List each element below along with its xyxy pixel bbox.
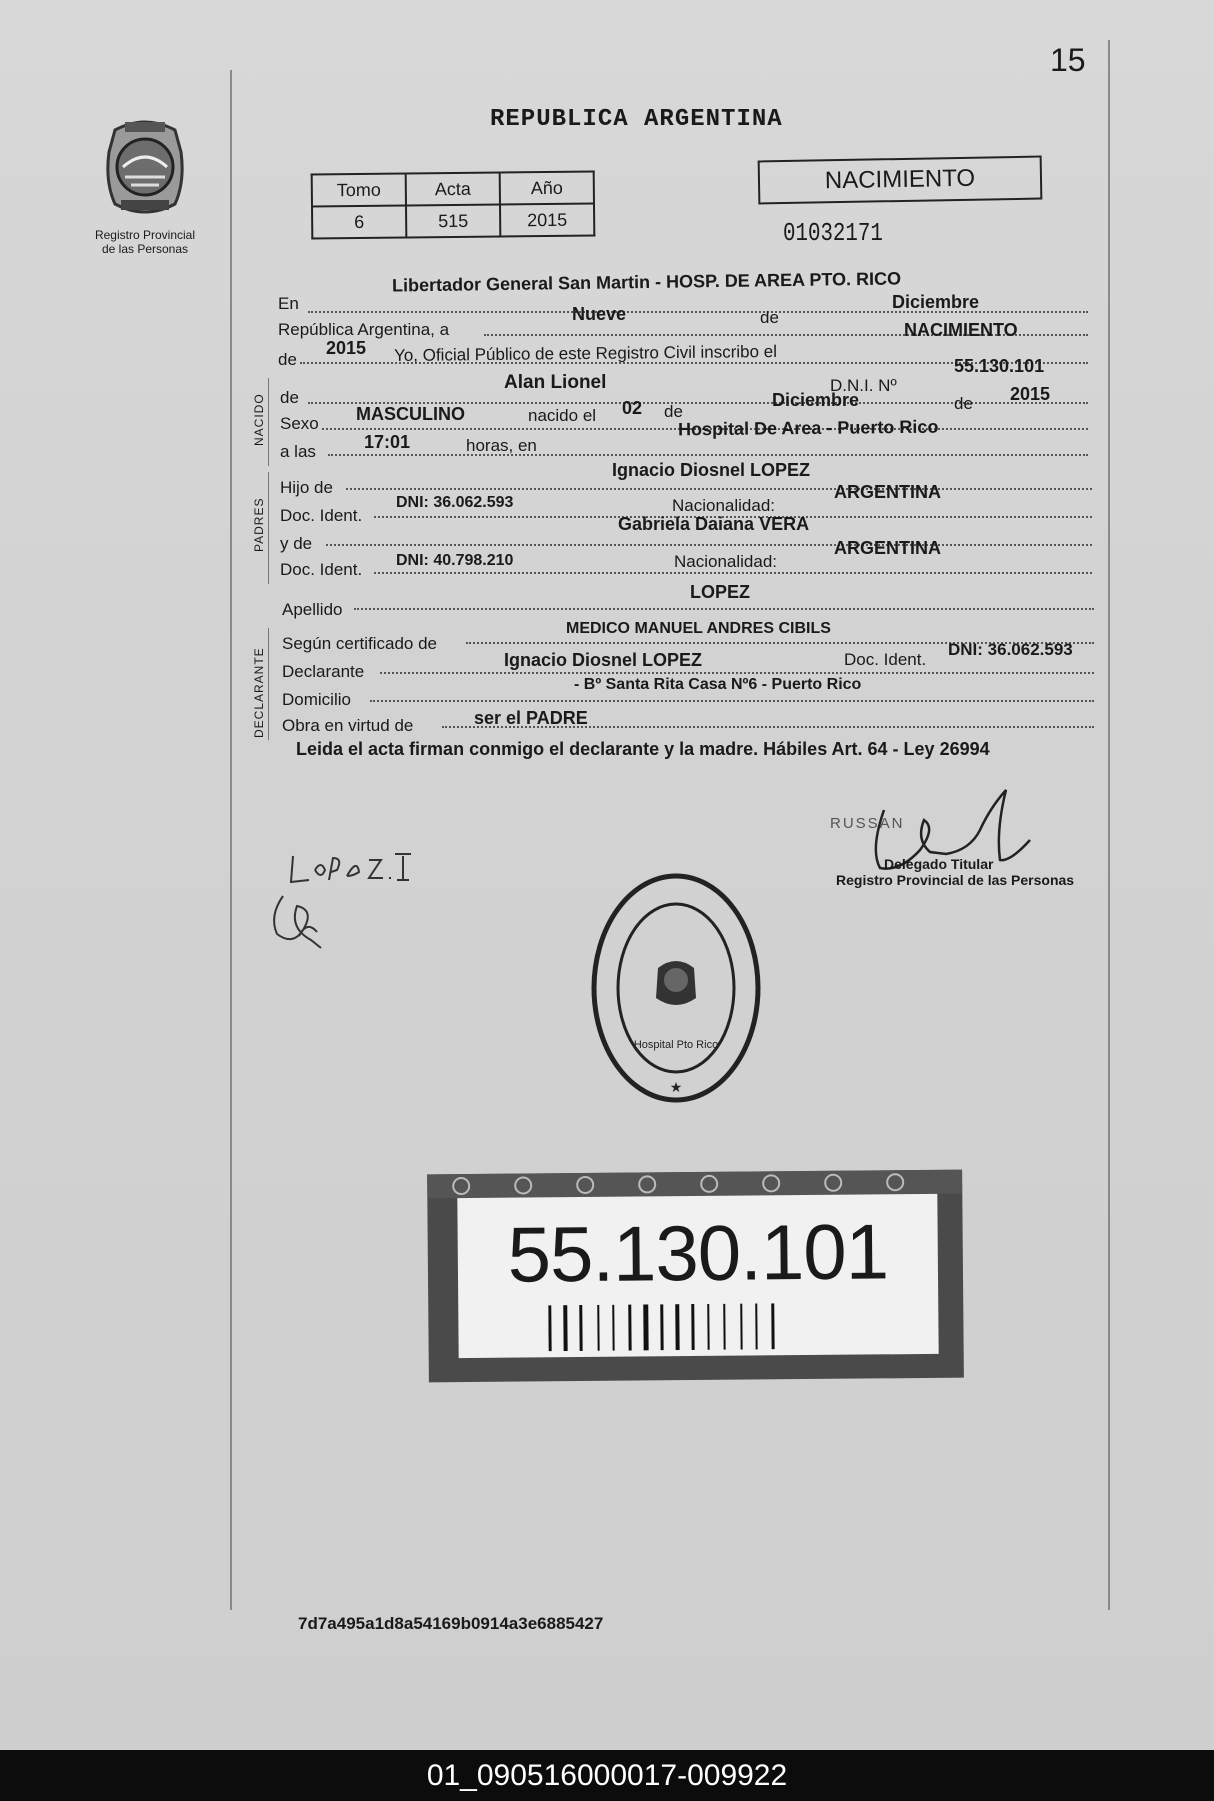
document-hash: 7d7a495a1d8a54169b0914a3e6885427 [298, 1614, 604, 1633]
field-anio: 2015 [326, 338, 367, 358]
registry-table [311, 171, 596, 240]
label-nacionalidad-2: Nacionalidad: [674, 552, 778, 571]
label-segun: Según certificado de [282, 634, 437, 653]
label-en: En [278, 294, 299, 313]
left-margin-line [230, 70, 232, 1610]
label-nacionalidad-1: Nacionalidad: [672, 496, 776, 515]
label-doc-ident-3: Doc. Ident. [844, 650, 927, 669]
official-org: Registro Provincial de las Personas [836, 872, 1075, 888]
label-obra: Obra en virtud de [282, 716, 414, 735]
field-tipo: NACIMIENTO [904, 320, 1018, 340]
page-number: 15 [1050, 42, 1086, 78]
field-dni: 55.130.101 [954, 356, 1045, 376]
field-declarante-doc: DNI: 36.062.593 [948, 640, 1073, 659]
tomo-value: 6 [312, 205, 406, 238]
field-certificado: MEDICO MANUEL ANDRES CIBILS [566, 620, 831, 637]
svg-text:Hospital Pto Rico: Hospital Pto Rico [633, 1039, 719, 1051]
field-apellido: LOPEZ [690, 582, 751, 602]
field-declarante: Ignacio Diosnel LOPEZ [504, 650, 703, 670]
field-anio-nac: 2015 [1010, 384, 1051, 404]
official-caption [836, 856, 1074, 888]
label-domicilio: Domicilio [282, 690, 351, 709]
dotted-line [374, 572, 1092, 574]
label-de-3: de [280, 388, 299, 407]
dotted-line [370, 700, 1094, 702]
field-padre-doc: DNI: 36.062.593 [396, 494, 514, 511]
document-title: REPUBLICA ARGENTINA [490, 106, 783, 133]
declarante-bracket [268, 628, 269, 740]
nacido-bracket [268, 378, 269, 466]
field-lugar: Libertador General San Martin - HOSP. DE AREA PTO. RICO [391, 268, 902, 296]
field-madre: Gabriela Daiana VERA [618, 514, 810, 534]
dni-sticker [427, 1170, 964, 1383]
registry-stamp-icon [588, 870, 764, 1106]
dotted-line [328, 454, 1088, 456]
field-mes: Diciembre [892, 292, 980, 312]
dotted-line [380, 672, 1094, 674]
seal-caption-line-1: Registro Provincial [94, 228, 196, 242]
footer-id: 01_090516000017-009922 [0, 1750, 1214, 1801]
label-yo: Yo, Oficial Público de este Registro Civil inscribo el [393, 341, 778, 366]
label-de-2: de [278, 350, 297, 369]
side-label-declarante: DECLARANTE [252, 647, 266, 738]
tomo-header: Tomo [312, 173, 406, 206]
label-dni: D.N.I. Nº [830, 376, 897, 395]
dotted-line [346, 488, 1092, 490]
field-lugar-nac: Hospital De Area - Puerto Rico [677, 416, 939, 440]
label-de-1: de [760, 308, 779, 327]
field-hora: 17:01 [364, 432, 411, 452]
label-de-5: de [954, 394, 973, 413]
anio-header: Año [500, 172, 594, 205]
label-y-de: y de [280, 534, 313, 553]
seal-caption [80, 228, 210, 256]
label-a-las: a las [280, 442, 316, 461]
field-sexo: MASCULINO [356, 404, 465, 424]
sticker-number: 55.130.101 [507, 1207, 889, 1299]
record-type-box: NACIMIENTO [758, 156, 1043, 205]
closing-note: Leida el acta firman conmigo el declarante y la madre. Hábiles Art. 64 - Ley 26994 [296, 739, 990, 759]
right-margin-line [1108, 40, 1110, 1610]
field-dia-nac: 02 [622, 398, 643, 418]
field-padre: Ignacio Diosnel LOPEZ [612, 460, 811, 480]
serial-number: 01032171 [783, 218, 883, 248]
side-label-nacido: NACIDO [252, 393, 266, 446]
anio-value: 2015 [500, 204, 594, 237]
label-apellido: Apellido [282, 600, 343, 619]
label-declarante: Declarante [282, 662, 365, 681]
sticker-label [457, 1194, 938, 1358]
label-hijo-de: Hijo de [280, 478, 333, 497]
svg-text:RUSSAN: RUSSAN [830, 815, 905, 832]
field-dia: Nueve [572, 304, 627, 324]
field-padre-nac: ARGENTINA [834, 482, 941, 502]
label-horas-en: horas, en [466, 436, 537, 455]
field-nombre: Alan Lionel [504, 372, 607, 393]
official-role: Delegado Titular [884, 856, 994, 872]
field-madre-doc: DNI: 40.798.210 [396, 552, 514, 569]
label-sexo: Sexo [280, 414, 319, 433]
label-nacido-el: nacido el [528, 406, 597, 425]
barcode-icon [548, 1303, 848, 1352]
declarant-signature-icon [263, 836, 443, 966]
label-de-4: de [664, 402, 683, 421]
dotted-line [326, 544, 1092, 546]
seal-caption-line-2: de las Personas [101, 242, 189, 256]
side-label-padres: PADRES [252, 497, 266, 552]
field-obra: ser el PADRE [474, 708, 588, 728]
acta-header: Acta [406, 173, 500, 206]
field-mes-nac: Diciembre [772, 390, 860, 410]
svg-text:★: ★ [669, 1079, 683, 1095]
label-doc-ident-2: Doc. Ident. [280, 560, 363, 579]
label-doc-ident-1: Doc. Ident. [280, 506, 363, 525]
label-republica: República Argentina, a [278, 320, 450, 339]
padres-bracket [268, 472, 269, 584]
field-domicilio: - Bº Santa Rita Casa Nº6 - Puerto Rico [574, 676, 862, 693]
dotted-line [354, 608, 1094, 610]
acta-value: 515 [406, 205, 500, 238]
provincial-seal-icon [95, 112, 195, 222]
field-madre-nac: ARGENTINA [834, 538, 941, 558]
